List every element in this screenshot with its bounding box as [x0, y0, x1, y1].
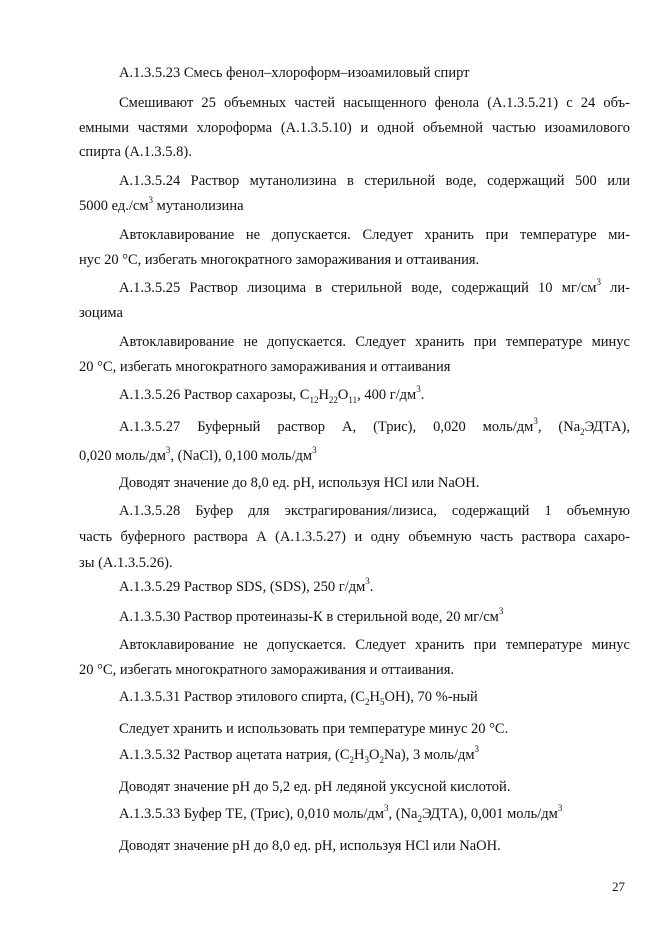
- paragraph-line: спирта (А.1.3.5.8).: [79, 144, 192, 160]
- section-title-a31: А.1.3.5.31 Раствор этилового спирта, $(C_2H_5OH)$, 70 %-ный: [119, 689, 478, 707]
- paragraph-line: часть буферного раствора А (А.1.3.5.27) и одну объемную часть раствора сахаро-: [79, 529, 630, 545]
- paragraph-line: 20 °С, избегать многократного замораживания и оттаивания: [79, 359, 451, 375]
- paragraph-line: Следует хранить и использовать при температуре минус 20 °С.: [119, 721, 509, 737]
- section-title-a23: А.1.3.5.23 Смесь фенол–хлороформ–изоамиловый спирт: [119, 65, 470, 81]
- section-title-a27: А.1.3.5.27 Буферный раствор А, (Трис), 0,020 моль/$дм^3$, $(Na_2ЭДТА)$,: [119, 416, 630, 437]
- section-title-a24: А.1.3.5.24 Раствор мутанолизина в стерильной воде, содержащий 500 или: [119, 173, 630, 189]
- section-title-a28: А.1.3.5.28 Буфер для экстрагирования/лизиса, содержащий 1 объемную: [119, 503, 630, 519]
- page-number: 27: [612, 879, 625, 894]
- paragraph-line: Доводят значение рН до 5,2 ед. рН ледяной уксусной кислотой.: [119, 779, 511, 795]
- paragraph-line: зы (А.1.3.5.26).: [79, 555, 173, 571]
- paragraph-line: 20 °С, избегать многократного замораживания и оттаивания.: [79, 662, 455, 678]
- section-title-a29: А.1.3.5.29 Раствор SDS, (SDS), 250 $г/дм^3$.: [119, 576, 374, 595]
- section-title-a33: А.1.3.5.33 Буфер ТЕ, (Трис), 0,010 моль/$дм^3$, $(Na_2ЭДТА)$, 0,001 моль/$дм^3$: [119, 803, 563, 824]
- paragraph-line: Автоклавирование не допускается. Следует хранить при температуре минус: [119, 334, 630, 350]
- section-title-a25-cont: зоцима: [79, 305, 123, 321]
- section-title-a25: А.1.3.5.25 Раствор лизоцима в стерильной воде, содержащий 10 $мг/см^3$ ли-: [119, 277, 630, 296]
- paragraph-line: емными частями хлороформа (А.1.3.5.10) и одной объемной частью изоамилового: [79, 120, 630, 136]
- paragraph-line: Автоклавирование не допускается. Следует хранить при температуре минус: [119, 637, 630, 653]
- section-title-a26: А.1.3.5.26 Раствор сахарозы, $C_{12}H_{22}O_{11}$, 400 $г/дм^3$.: [119, 384, 425, 405]
- paragraph-line: нус 20 °С, избегать многократного замораживания и оттаивания.: [79, 252, 480, 268]
- section-title-a32: А.1.3.5.32 Раствор ацетата натрия, $(C_2H_3O_2Na)$, 3 моль/$дм^3$: [119, 744, 480, 765]
- section-title-a24-cont: 5000 $ед./см^3$ мутанолизина: [79, 195, 244, 214]
- paragraph-line: Доводят значение рН до 8,0 ед. рН, используя HCl или NaOH.: [119, 838, 501, 854]
- paragraph-line: Доводят значение до 8,0 ед. рН, используя HCl или NaOH.: [119, 475, 480, 491]
- paragraph-line: Смешивают 25 объемных частей насыщенного фенола (А.1.3.5.21) с 24 объ-: [119, 95, 630, 111]
- section-title-a27-cont: 0,020 моль/$дм^3$, (NaCl), 0,100 моль/$дм^3$: [79, 445, 317, 464]
- section-title-a30: А.1.3.5.30 Раствор протеиназы-К в стерильной воде, 20 $мг/см^3$: [119, 606, 504, 625]
- paragraph-line: Автоклавирование не допускается. Следует хранить при температуре ми-: [119, 227, 630, 243]
